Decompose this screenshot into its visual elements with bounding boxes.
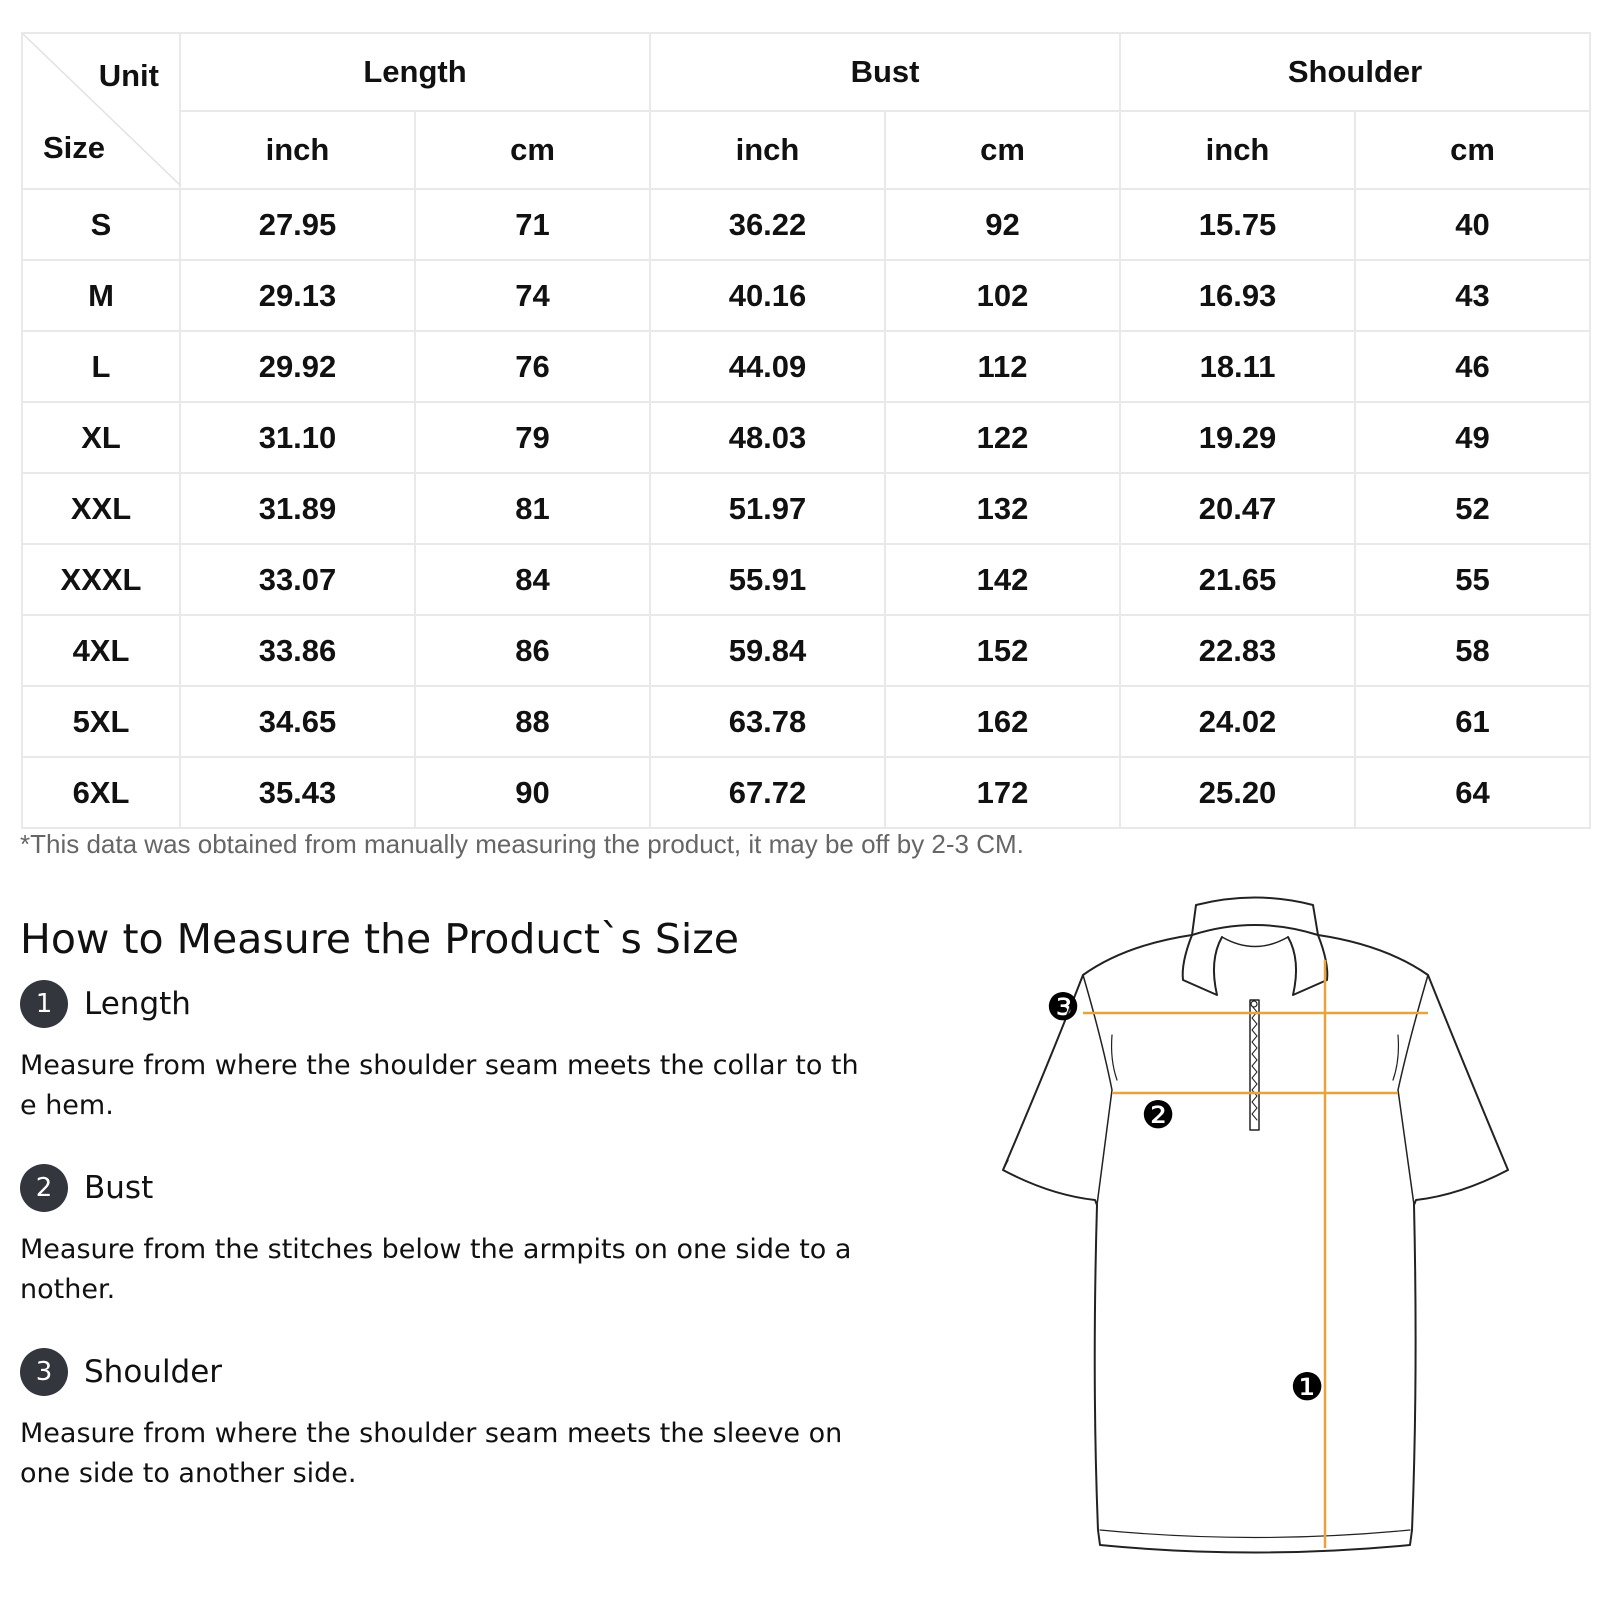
measurement-cell: 152: [885, 615, 1120, 686]
size-row: [22, 189, 1590, 260]
measurement-cell: 35.43: [180, 757, 415, 828]
step-name: Shoulder: [84, 1354, 223, 1390]
step-bust: [20, 1164, 865, 1310]
measurement-cell: 86: [415, 615, 650, 686]
measurement-cell: 132: [885, 473, 1120, 544]
size-cell: M: [22, 260, 180, 331]
measurement-cell: 79: [415, 402, 650, 473]
measurement-cell: 19.29: [1120, 402, 1355, 473]
size-cell: XXL: [22, 473, 180, 544]
measurement-cell: 61: [1355, 686, 1590, 757]
group-header-shoulder: Shoulder: [1120, 33, 1590, 111]
measurement-cell: 55: [1355, 544, 1590, 615]
measurement-cell: 20.47: [1120, 473, 1355, 544]
measurement-cell: 43: [1355, 260, 1590, 331]
measurement-cell: 15.75: [1120, 189, 1355, 260]
measurement-cell: 84: [415, 544, 650, 615]
measurement-cell: 102: [885, 260, 1120, 331]
measurement-lines: [1083, 960, 1428, 1548]
step-header: [20, 980, 865, 1028]
measurement-cell: 29.13: [180, 260, 415, 331]
unit-header-row: [22, 111, 1590, 189]
measurement-cell: 71: [415, 189, 650, 260]
measurement-cell: 112: [885, 331, 1120, 402]
marker-1-icon: ❶: [1289, 1365, 1325, 1409]
measurement-cell: 31.89: [180, 473, 415, 544]
measurement-cell: 48.03: [650, 402, 885, 473]
measurement-cell: 122: [885, 402, 1120, 473]
measurement-cell: 18.11: [1120, 331, 1355, 402]
size-label: Size: [43, 130, 106, 165]
group-header-bust: Bust: [650, 33, 1120, 111]
step-number-badge: 1: [20, 980, 68, 1028]
measurement-cell: 25.20: [1120, 757, 1355, 828]
size-row: [22, 402, 1590, 473]
size-row: [22, 260, 1590, 331]
measurement-cell: 67.72: [650, 757, 885, 828]
guide-title: How to Measure the Product`s Size: [20, 915, 740, 963]
measurement-cell: 27.95: [180, 189, 415, 260]
step-shoulder: [20, 1348, 865, 1494]
step-header: [20, 1164, 865, 1212]
measurement-cell: 36.22: [650, 189, 885, 260]
size-chart-table: [21, 32, 1591, 829]
step-description: Measure from where the shoulder seam meets the sleeve on one side to another side.: [20, 1418, 843, 1489]
measurement-cell: 52: [1355, 473, 1590, 544]
step-number-badge: 3: [20, 1348, 68, 1396]
step-name: Length: [84, 986, 191, 1022]
size-cell: XXXL: [22, 544, 180, 615]
measurement-cell: 162: [885, 686, 1120, 757]
measurement-cell: 51.97: [650, 473, 885, 544]
measurement-cell: 46: [1355, 331, 1590, 402]
measurement-cell: 58: [1355, 615, 1590, 686]
step-name: Bust: [84, 1170, 154, 1206]
size-rows: [22, 189, 1590, 828]
unit-header-cell: cm: [885, 111, 1120, 189]
group-header-length: Length: [180, 33, 650, 111]
size-row: [22, 473, 1590, 544]
group-header-row: [22, 33, 1590, 111]
measurement-cell: 33.07: [180, 544, 415, 615]
measurement-cell: 21.65: [1120, 544, 1355, 615]
measurement-cell: 92: [885, 189, 1120, 260]
measurement-cell: 49: [1355, 402, 1590, 473]
measurement-cell: 74: [415, 260, 650, 331]
measurement-cell: 40: [1355, 189, 1590, 260]
step-length: [20, 980, 865, 1126]
size-cell: L: [22, 331, 180, 402]
unit-header-cell: cm: [415, 111, 650, 189]
measurement-cell: 64: [1355, 757, 1590, 828]
measurement-cell: 81: [415, 473, 650, 544]
measurement-cell: 16.93: [1120, 260, 1355, 331]
polo-shirt-diagram: [960, 880, 1520, 1560]
size-cell: S: [22, 189, 180, 260]
measurement-cell: 63.78: [650, 686, 885, 757]
measurement-cell: 22.83: [1120, 615, 1355, 686]
step-description: Measure from where the shoulder seam meets the collar to the hem.: [20, 1050, 859, 1121]
size-cell: XL: [22, 402, 180, 473]
measurement-cell: 33.86: [180, 615, 415, 686]
size-row: [22, 331, 1590, 402]
size-row: [22, 757, 1590, 828]
unit-label: Unit: [98, 58, 159, 93]
measurement-note: *This data was obtained from manually measuring the product, it may be off by 2-3 CM.: [20, 829, 1024, 859]
unit-header-cell: cm: [1355, 111, 1590, 189]
measurement-cell: 88: [415, 686, 650, 757]
unit-header-cell: inch: [180, 111, 415, 189]
measurement-cell: 34.65: [180, 686, 415, 757]
measurement-cell: 76: [415, 331, 650, 402]
step-number-badge: 2: [20, 1164, 68, 1212]
size-row: [22, 544, 1590, 615]
size-cell: 5XL: [22, 686, 180, 757]
measurement-cell: 142: [885, 544, 1120, 615]
measurement-cell: 172: [885, 757, 1120, 828]
marker-2-icon: ❷: [1140, 1093, 1176, 1137]
step-description: Measure from the stitches below the armpits on one side to another.: [20, 1234, 852, 1305]
measurement-cell: 40.16: [650, 260, 885, 331]
measurement-cell: 90: [415, 757, 650, 828]
measurement-cell: 31.10: [180, 402, 415, 473]
size-cell: 4XL: [22, 615, 180, 686]
measurement-cell: 44.09: [650, 331, 885, 402]
measurement-cell: 29.92: [180, 331, 415, 402]
measurement-cell: 59.84: [650, 615, 885, 686]
measurement-cell: 55.91: [650, 544, 885, 615]
unit-size-corner-cell: [22, 33, 180, 189]
step-header: [20, 1348, 865, 1396]
unit-header-cell: inch: [1120, 111, 1355, 189]
marker-3-icon: ❸: [1045, 985, 1081, 1029]
size-cell: 6XL: [22, 757, 180, 828]
size-row: [22, 615, 1590, 686]
size-row: [22, 686, 1590, 757]
unit-header-cell: inch: [650, 111, 885, 189]
measurement-cell: 24.02: [1120, 686, 1355, 757]
